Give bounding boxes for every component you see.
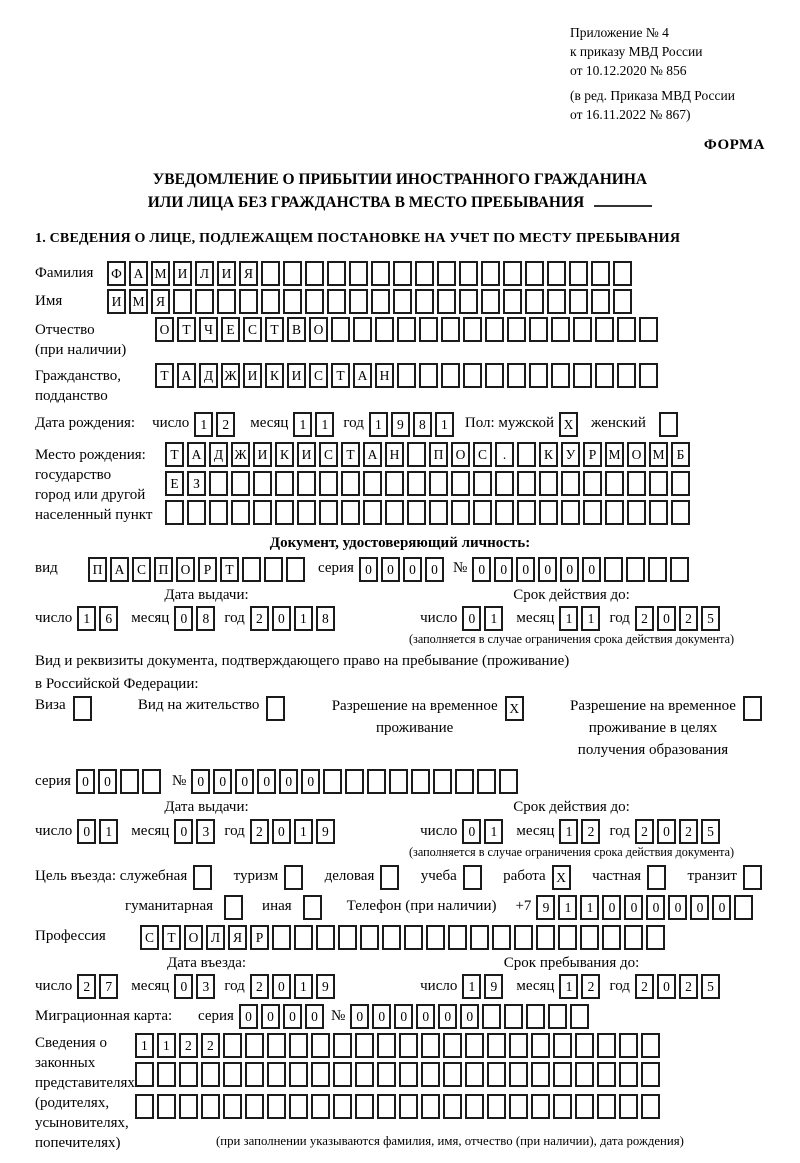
permit-number-cells[interactable]: 0 0 0 0 0 0 [191, 769, 521, 794]
day-label: число [420, 609, 458, 626]
month-label: месяц [250, 415, 289, 432]
permit-issue-heading: Дата выдачи: [164, 799, 249, 816]
residence-permit-label: Вид на жительство [137, 697, 260, 713]
edition-line: (в ред. Приказа МВД России [570, 87, 735, 103]
annex-line: к приказу МВД России [570, 43, 703, 59]
stay-year-cells[interactable]: 2 0 2 5 [635, 974, 723, 999]
day-label: число [35, 822, 73, 839]
residence-permit-checkbox[interactable] [266, 696, 288, 721]
doc-valid-note: (заполняется в случае ограничения срока действия документа) [408, 632, 735, 647]
permit-valid-day-cells[interactable]: 0 1 [462, 819, 506, 844]
temp-permit-checkbox[interactable]: X [505, 696, 527, 721]
temp-permit-option [332, 696, 527, 740]
month-label: месяц [516, 609, 555, 626]
doc-type-cells[interactable]: П А С П О Р Т [88, 557, 308, 582]
surname-cells[interactable]: Ф А М И Л И Я [107, 261, 635, 286]
sex-female-label: женский [591, 415, 646, 432]
day-label: число [420, 822, 458, 839]
purpose-inaya-checkbox[interactable] [303, 895, 325, 920]
given-name-cells[interactable]: И М Я [107, 289, 635, 314]
doc-issue-day-cells[interactable]: 1 6 [77, 606, 121, 631]
edu-permit-checkbox[interactable] [743, 696, 765, 721]
permit-series-cells[interactable]: 0 0 [76, 769, 164, 794]
patronymic-cells[interactable]: О Т Ч Е С Т В О [155, 317, 661, 342]
sex-male-checkbox[interactable]: X [559, 412, 581, 437]
surname-label: Фамилия [35, 264, 94, 281]
phone-cells[interactable]: 9 1 1 0 0 0 0 0 0 [536, 895, 756, 920]
representatives-row2-cells[interactable] [135, 1062, 663, 1087]
annex-reference [570, 24, 765, 124]
purpose-turizm-label: туризм [233, 868, 279, 885]
year-label: год [224, 822, 245, 839]
representatives-note: (при заполнении указываются фамилия, имя, отчество (при наличии), дата рождения) [216, 1134, 684, 1149]
representatives-row1-cells[interactable]: 1 1 2 2 [135, 1033, 663, 1058]
temp-permit-label: Разрешение на временное проживание [331, 698, 498, 736]
birth-month-cells[interactable]: 1 1 [293, 412, 337, 437]
month-label: месяц [131, 822, 170, 839]
visa-label: Виза [35, 697, 66, 713]
doc-issue-year-cells[interactable]: 2 0 1 8 [250, 606, 338, 631]
given-name-label: Имя [35, 292, 63, 309]
day-label: число [152, 415, 190, 432]
year-label: год [609, 977, 630, 994]
migration-card-label: Миграционная карта: [35, 1007, 173, 1024]
form-title [35, 168, 765, 215]
form-title-line2: ИЛИ ЛИЦА БЕЗ ГРАЖДАНСТВА В МЕСТО ПРЕБЫВАНИЯ [147, 194, 585, 212]
purpose-rabota-checkbox[interactable]: X [552, 865, 574, 890]
day-label: число [35, 977, 73, 994]
sex-male-label: Пол: мужской [464, 415, 555, 432]
month-label: месяц [516, 822, 555, 839]
representatives-row3-cells[interactable] [135, 1094, 663, 1119]
birth-date-label: Дата рождения: [35, 415, 136, 432]
birth-year-cells[interactable]: 1 9 8 1 [369, 412, 457, 437]
purpose-rabota-label: работа [503, 868, 546, 885]
permit-valid-note: (заполняется в случае ограничения срока действия документа) [408, 844, 735, 859]
profession-cells[interactable]: С Т О Л Я Р [140, 925, 668, 950]
purpose-delovaya-label: деловая [324, 868, 375, 885]
permit-series-label: серия [35, 773, 71, 789]
migration-series-cells[interactable]: 0 0 0 0 [239, 1004, 327, 1029]
permit-issue-year-cells[interactable]: 2 0 1 9 [250, 819, 338, 844]
birth-place-row2-cells[interactable]: Е З [165, 471, 693, 496]
sex-female-checkbox[interactable] [659, 412, 681, 437]
birth-place-row3-cells[interactable] [165, 500, 693, 525]
year-label: год [609, 822, 630, 839]
migration-number-label: № [330, 1007, 346, 1024]
purpose-tranzit-checkbox[interactable] [743, 865, 765, 890]
month-label: месяц [131, 977, 170, 994]
entry-date-heading: Дата въезда: [167, 954, 247, 971]
residence-doc-line1: Вид и реквизиты документа, подтверждающего право на пребывание (проживание) [35, 653, 570, 669]
title-underline-blank [594, 205, 652, 207]
section1-heading: 1. СВЕДЕНИЯ О ЛИЦЕ, ПОДЛЕЖАЩЕМ ПОСТАНОВКЕ НА УЧЕТ ПО МЕСТУ ПРЕБЫВАНИЯ [35, 231, 681, 247]
birth-day-cells[interactable]: 1 2 [194, 412, 238, 437]
year-label: год [609, 609, 630, 626]
permit-number-label: № [171, 773, 187, 789]
stay-day-cells[interactable]: 1 9 [462, 974, 506, 999]
edition-line: от 16.11.2022 № 867) [570, 106, 691, 122]
doc-issue-heading: Дата выдачи: [164, 586, 249, 603]
purpose-delovaya-checkbox[interactable] [380, 865, 402, 890]
permit-issue-day-cells[interactable]: 0 1 [77, 819, 121, 844]
doc-valid-month-cells[interactable]: 1 1 [559, 606, 603, 631]
form-title-line1: УВЕДОМЛЕНИЕ О ПРИБЫТИИ ИНОСТРАННОГО ГРАЖДАНИНА [152, 170, 648, 188]
annex-line: Приложение № 4 [570, 25, 669, 40]
entry-month-cells[interactable]: 0 3 [174, 974, 218, 999]
visa-checkbox[interactable] [73, 696, 95, 721]
permit-valid-year-cells[interactable]: 2 0 2 5 [635, 819, 723, 844]
stay-until-heading: Срок пребывания до: [503, 954, 640, 971]
day-label: число [420, 977, 458, 994]
phone-prefix: +7 [515, 898, 532, 915]
doc-series-cells[interactable]: 0 0 0 0 [359, 557, 447, 582]
annex-line: от 10.12.2020 № 856 [570, 62, 687, 78]
residence-doc-line2: в Российской Федерации: [35, 675, 199, 692]
year-label: год [343, 415, 364, 432]
doc-number-cells[interactable]: 0 0 0 0 0 0 [472, 557, 692, 582]
citizenship-cells[interactable]: Т А Д Ж И К И С Т А Н [155, 363, 661, 388]
year-label: год [224, 609, 245, 626]
doc-series-label: серия [318, 560, 354, 577]
year-label: год [224, 977, 245, 994]
purpose-chastnaya-label: частная [592, 868, 642, 885]
birth-place-label: Место рождения: государство город или другой населенный пункт [35, 446, 153, 523]
representatives-label: Сведения о законных представителях (родителях, усыновителях, попечителях) [35, 1035, 135, 1152]
edu-permit-label: Разрешение на временное проживание в целях получения образования [569, 698, 736, 758]
form-label: ФОРМА [703, 137, 765, 154]
birth-place-row1-cells[interactable]: Т А Д Ж И К И С Т А Н П О С . К У Р М О М Б [165, 442, 693, 467]
doc-valid-day-cells[interactable]: 0 1 [462, 606, 506, 631]
day-label: число [35, 609, 73, 626]
permit-valid-month-cells[interactable]: 1 2 [559, 819, 603, 844]
migration-number-cells[interactable]: 0 0 0 0 0 0 [350, 1004, 592, 1029]
identity-doc-heading: Документ, удостоверяющий личность: [269, 535, 531, 552]
migration-series-label: серия [198, 1007, 234, 1024]
purpose-gumanitarnaya-checkbox[interactable] [224, 895, 246, 920]
purpose-gumanitarnaya-label: гуманитарная [125, 898, 214, 915]
doc-valid-year-cells[interactable]: 2 0 2 5 [635, 606, 723, 631]
permit-issue-month-cells[interactable]: 0 3 [174, 819, 218, 844]
purpose-inaya-label: иная [262, 898, 292, 915]
month-label: месяц [131, 609, 170, 626]
purpose-tranzit-label: транзит [687, 868, 737, 885]
purpose-ucheba-label: учеба [420, 868, 457, 885]
purpose-chastnaya-checkbox[interactable] [647, 865, 669, 890]
visa-option [35, 696, 95, 721]
citizenship-label: Гражданство, подданство [35, 367, 122, 404]
stay-month-cells[interactable]: 1 2 [559, 974, 603, 999]
purpose-sluzhebnaya-checkbox[interactable] [193, 865, 215, 890]
month-label: месяц [516, 977, 555, 994]
purpose-ucheba-checkbox[interactable] [463, 865, 485, 890]
purpose-turizm-checkbox[interactable] [284, 865, 306, 890]
phone-label: Телефон (при наличии) [346, 898, 497, 915]
doc-number-label: № [452, 560, 468, 577]
entry-day-cells[interactable]: 2 7 [77, 974, 121, 999]
patronymic-label: Отчество (при наличии) [35, 321, 127, 358]
entry-year-cells[interactable]: 2 0 1 9 [250, 974, 338, 999]
doc-type-label: вид [35, 560, 58, 577]
entry-purpose-label: Цель въезда: служебная [35, 868, 188, 885]
edu-permit-option [570, 696, 765, 761]
doc-issue-month-cells[interactable]: 0 8 [174, 606, 218, 631]
doc-valid-heading: Срок действия до: [513, 586, 630, 603]
residence-permit-option [138, 696, 288, 721]
permit-valid-heading: Срок действия до: [513, 799, 630, 816]
profession-label: Профессия [35, 928, 106, 945]
